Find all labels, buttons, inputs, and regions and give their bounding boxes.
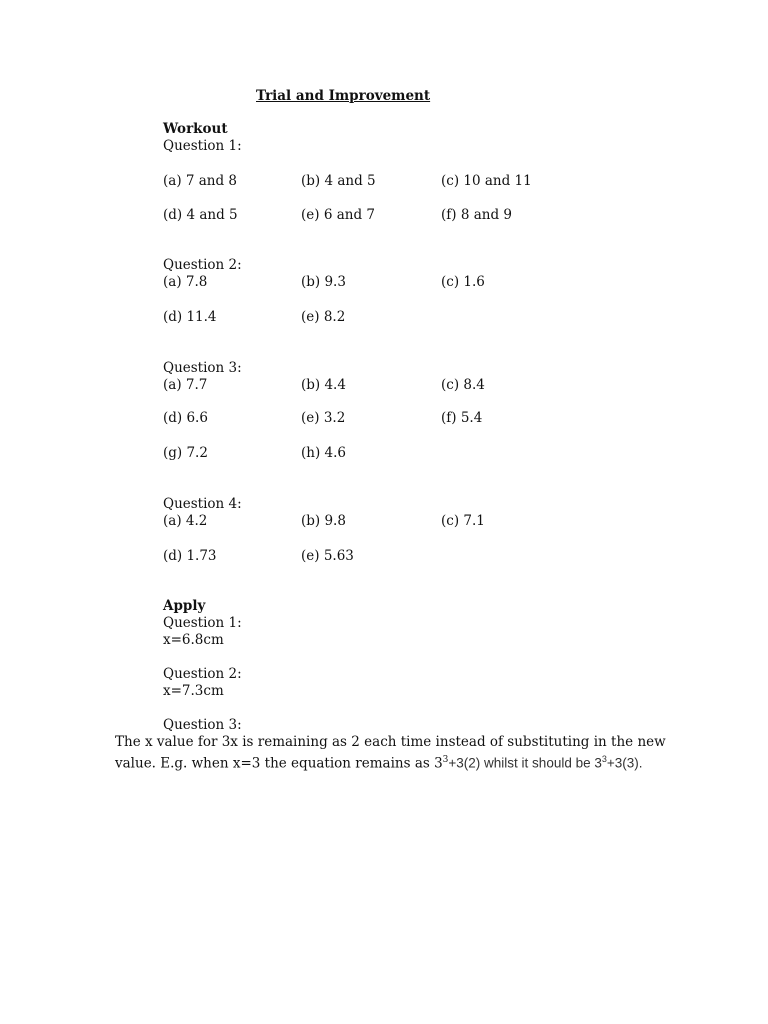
answer-item: (d) 4 and 5 [163, 207, 238, 223]
answer-item: (b) 9.8 [301, 513, 346, 529]
answer-item: (e) 3.2 [301, 410, 346, 426]
answer-item: (a) 4.2 [163, 513, 208, 529]
answer-item: (b) 9.3 [301, 274, 346, 290]
answer-item: (c) 1.6 [441, 274, 485, 290]
answer-item: (c) 7.1 [441, 513, 485, 529]
answer-item: (f) 5.4 [441, 410, 483, 426]
answer-item: (d) 11.4 [163, 309, 217, 325]
apply-q3-explanation [115, 734, 715, 773]
answer-item: (a) 7 and 8 [163, 173, 238, 189]
explanation-line-2-end: +3(3). [606, 755, 643, 771]
explanation-line-2-start: value. E.g. when x=3 the equation remains as 3 [115, 755, 443, 772]
workout-q2-label: Question 2: [163, 257, 242, 273]
page-title: Trial and Improvement [256, 88, 431, 104]
answer-item: (c) 10 and 11 [441, 173, 532, 189]
exponent: 3 [601, 754, 607, 764]
workout-q1-label: Question 1: [163, 138, 242, 154]
apply-q2-label: Question 2: [163, 666, 242, 682]
answer-item: (d) 1.73 [163, 548, 217, 564]
apply-q1-answer: x=6.8cm [163, 632, 224, 648]
answer-item: (a) 7.7 [163, 377, 208, 393]
explanation-line-2-middle: +3(2) whilst it should be 3 [448, 755, 602, 771]
answer-item: (b) 4 and 5 [301, 173, 376, 189]
answer-item: (e) 5.63 [301, 548, 354, 564]
apply-heading: Apply [163, 598, 206, 614]
answer-item: (a) 7.8 [163, 274, 208, 290]
answer-item: (c) 8.4 [441, 377, 485, 393]
workout-q4-label: Question 4: [163, 496, 242, 512]
explanation-line-1: The x value for 3x is remaining as 2 each time instead of substituting in the new [115, 734, 666, 750]
answer-item: (g) 7.2 [163, 445, 208, 461]
answer-item: (h) 4.6 [301, 445, 346, 461]
answer-item: (d) 6.6 [163, 410, 208, 426]
explanation-line-2 [115, 751, 715, 773]
exponent: 3 [442, 755, 449, 765]
answer-item: (e) 6 and 7 [301, 207, 375, 223]
apply-q2-answer: x=7.3cm [163, 683, 224, 699]
answer-item: (e) 8.2 [301, 309, 346, 325]
apply-q1-label: Question 1: [163, 615, 242, 631]
workout-q3-label: Question 3: [163, 360, 242, 376]
answer-item: (f) 8 and 9 [441, 207, 512, 223]
apply-q3-label: Question 3: [163, 717, 242, 733]
answer-item: (b) 4.4 [301, 377, 346, 393]
workout-heading: Workout [163, 121, 228, 137]
